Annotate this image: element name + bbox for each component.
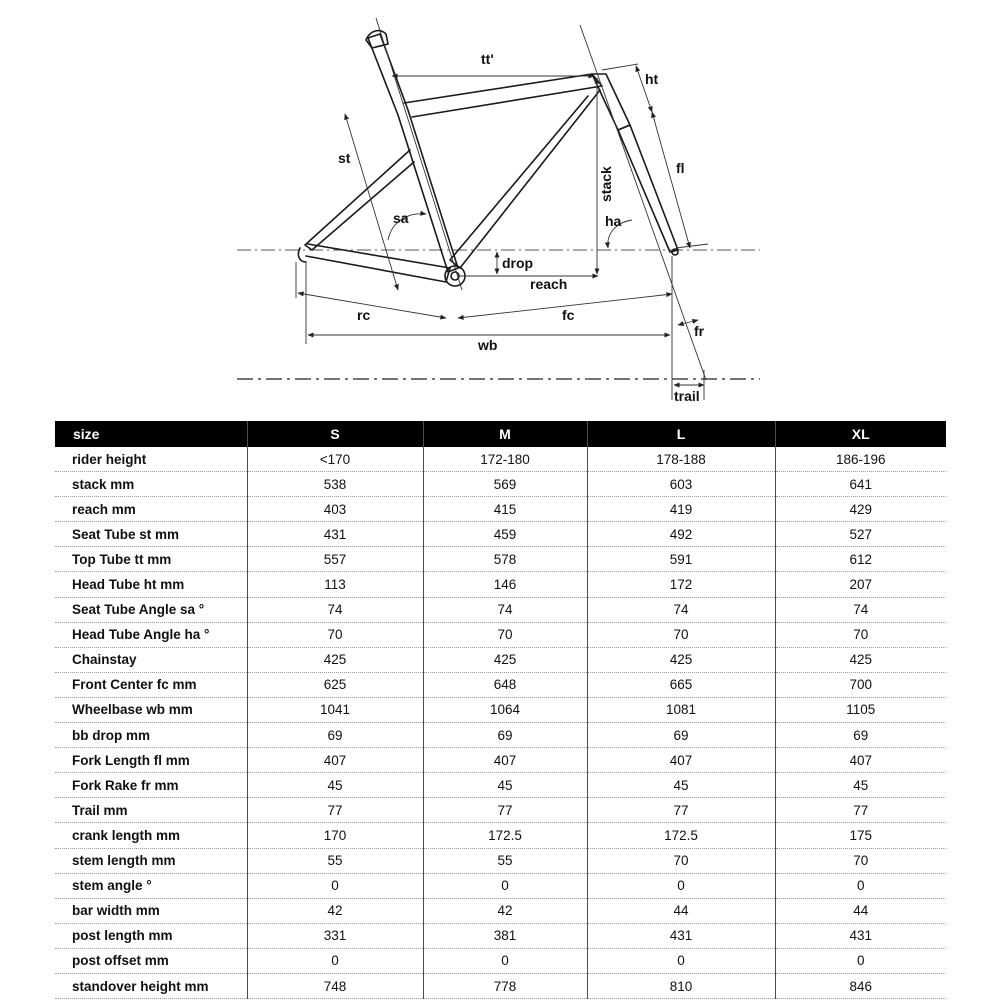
fork: [618, 125, 678, 252]
table-row: [55, 672, 946, 697]
table-row: [55, 873, 946, 898]
head-tube: [592, 74, 630, 130]
table-cell: 0: [423, 873, 587, 898]
table-cell: 170: [247, 823, 423, 848]
table-row: [55, 647, 946, 672]
table-cell: 1041: [247, 697, 423, 722]
seat-stay: [305, 150, 414, 250]
table-row: [55, 948, 946, 973]
table-cell: 44: [775, 898, 946, 923]
label-drop: drop: [502, 255, 534, 271]
table-cell: 603: [587, 472, 775, 497]
table-cell: 0: [247, 873, 423, 898]
table-cell: 172.5: [423, 823, 587, 848]
table-cell: 69: [247, 723, 423, 748]
table-cell: 407: [775, 748, 946, 773]
table-cell: 407: [587, 748, 775, 773]
table-cell: 55: [247, 848, 423, 873]
row-label: Head Tube ht mm: [55, 572, 247, 597]
label-fr: fr: [694, 323, 705, 339]
table-row: [55, 773, 946, 798]
table-cell: 70: [775, 622, 946, 647]
table-cell: 0: [587, 948, 775, 973]
table-cell: 1105: [775, 697, 946, 722]
table-cell: 45: [587, 773, 775, 798]
label-wb: wb: [478, 337, 498, 353]
header-size: size: [55, 421, 247, 447]
table-cell: 419: [587, 497, 775, 522]
table-cell: 431: [247, 522, 423, 547]
table-cell: 70: [247, 622, 423, 647]
table-cell: 846: [775, 973, 946, 998]
table-cell: 407: [247, 748, 423, 773]
table-header-row: [55, 421, 946, 447]
row-label: Chainstay: [55, 647, 247, 672]
frame-geometry-diagram: [0, 0, 1000, 415]
table-cell: 0: [587, 873, 775, 898]
row-label: bb drop mm: [55, 723, 247, 748]
table-cell: 425: [587, 647, 775, 672]
row-label: Seat Tube Angle sa °: [55, 597, 247, 622]
label-rc: rc: [357, 307, 371, 323]
table-row: [55, 723, 946, 748]
header-xl: XL: [775, 421, 946, 447]
table-cell: <170: [247, 447, 423, 472]
table-cell: 69: [587, 723, 775, 748]
table-cell: 42: [423, 898, 587, 923]
table-cell: 425: [247, 647, 423, 672]
label-st: st: [338, 150, 351, 166]
label-ha: ha: [605, 213, 622, 229]
table-row: [55, 597, 946, 622]
table-cell: 207: [775, 572, 946, 597]
table-cell: 69: [423, 723, 587, 748]
table-cell: 70: [587, 622, 775, 647]
header-l: L: [587, 421, 775, 447]
table-cell: 45: [247, 773, 423, 798]
label-reach: reach: [530, 276, 568, 292]
table-cell: 425: [775, 647, 946, 672]
top-tube: [404, 74, 602, 117]
table-row: [55, 572, 946, 597]
header-s: S: [247, 421, 423, 447]
table-cell: 178-188: [587, 447, 775, 472]
table-cell: 1064: [423, 697, 587, 722]
label-ht: ht: [645, 71, 659, 87]
table-row: [55, 547, 946, 572]
table-cell: 0: [423, 948, 587, 973]
table-row: [55, 497, 946, 522]
table-cell: 403: [247, 497, 423, 522]
table-cell: 407: [423, 748, 587, 773]
table-cell: 74: [587, 597, 775, 622]
row-label: Fork Rake fr mm: [55, 773, 247, 798]
row-label: Top Tube tt mm: [55, 547, 247, 572]
down-tube: [450, 90, 600, 268]
row-label: stem length mm: [55, 848, 247, 873]
table-cell: 425: [423, 647, 587, 672]
table-cell: 70: [587, 848, 775, 873]
table-cell: 778: [423, 973, 587, 998]
table-row: [55, 748, 946, 773]
label-trail: trail: [674, 388, 700, 404]
table-cell: 42: [247, 898, 423, 923]
table-row: [55, 798, 946, 823]
table-cell: 77: [587, 798, 775, 823]
header-m: M: [423, 421, 587, 447]
table-cell: 77: [247, 798, 423, 823]
row-label: post offset mm: [55, 948, 247, 973]
row-label: standover height mm: [55, 973, 247, 998]
table-cell: 172: [587, 572, 775, 597]
row-label: Seat Tube st mm: [55, 522, 247, 547]
table-cell: 70: [423, 622, 587, 647]
table-cell: 175: [775, 823, 946, 848]
table-cell: 0: [775, 948, 946, 973]
table-row: [55, 973, 946, 998]
label-fc: fc: [562, 307, 575, 323]
label-sa: sa: [393, 210, 409, 226]
table-row: [55, 697, 946, 722]
table-cell: 45: [423, 773, 587, 798]
label-tt: tt': [481, 51, 494, 67]
row-label: bar width mm: [55, 898, 247, 923]
row-label: Trail mm: [55, 798, 247, 823]
table-cell: 172-180: [423, 447, 587, 472]
label-stack: stack: [598, 166, 614, 202]
table-row: [55, 622, 946, 647]
row-label: reach mm: [55, 497, 247, 522]
table-cell: 172.5: [587, 823, 775, 848]
table-cell: 748: [247, 973, 423, 998]
table-cell: 77: [423, 798, 587, 823]
table-cell: 331: [247, 923, 423, 948]
table-row: [55, 522, 946, 547]
table-cell: 700: [775, 672, 946, 697]
row-label: stack mm: [55, 472, 247, 497]
label-fl: fl: [676, 160, 685, 176]
table-cell: 429: [775, 497, 946, 522]
table-cell: 665: [587, 672, 775, 697]
table-row: [55, 848, 946, 873]
table-cell: 74: [775, 597, 946, 622]
table-cell: 381: [423, 923, 587, 948]
table-cell: 77: [775, 798, 946, 823]
table-cell: 0: [775, 873, 946, 898]
table-cell: 569: [423, 472, 587, 497]
table-cell: 625: [247, 672, 423, 697]
table-cell: 69: [775, 723, 946, 748]
table-row: [55, 923, 946, 948]
row-label: crank length mm: [55, 823, 247, 848]
table-cell: 648: [423, 672, 587, 697]
row-label: Head Tube Angle ha °: [55, 622, 247, 647]
table-cell: 415: [423, 497, 587, 522]
table-cell: 431: [775, 923, 946, 948]
geometry-table: [55, 421, 946, 999]
table-cell: 74: [247, 597, 423, 622]
table-row: [55, 472, 946, 497]
table-row: [55, 823, 946, 848]
table-cell: 146: [423, 572, 587, 597]
table-cell: 492: [587, 522, 775, 547]
table-cell: 186-196: [775, 447, 946, 472]
table-row: [55, 898, 946, 923]
table-cell: 45: [775, 773, 946, 798]
table-row: [55, 447, 946, 472]
row-label: Front Center fc mm: [55, 672, 247, 697]
table-cell: 459: [423, 522, 587, 547]
row-label: rider height: [55, 447, 247, 472]
table-cell: 527: [775, 522, 946, 547]
bike-frame: [298, 31, 678, 286]
table-cell: 113: [247, 572, 423, 597]
table-cell: 70: [775, 848, 946, 873]
table-cell: 612: [775, 547, 946, 572]
table-cell: 641: [775, 472, 946, 497]
table-cell: 55: [423, 848, 587, 873]
table-cell: 591: [587, 547, 775, 572]
row-label: post length mm: [55, 923, 247, 948]
table-cell: 74: [423, 597, 587, 622]
row-label: Wheelbase wb mm: [55, 697, 247, 722]
table-cell: 810: [587, 973, 775, 998]
table-cell: 44: [587, 898, 775, 923]
table-cell: 0: [247, 948, 423, 973]
table-body: [55, 447, 946, 999]
row-label: Fork Length fl mm: [55, 748, 247, 773]
table-cell: 557: [247, 547, 423, 572]
table-cell: 1081: [587, 697, 775, 722]
row-label: stem angle °: [55, 873, 247, 898]
table-cell: 538: [247, 472, 423, 497]
table-cell: 431: [587, 923, 775, 948]
table-cell: 578: [423, 547, 587, 572]
